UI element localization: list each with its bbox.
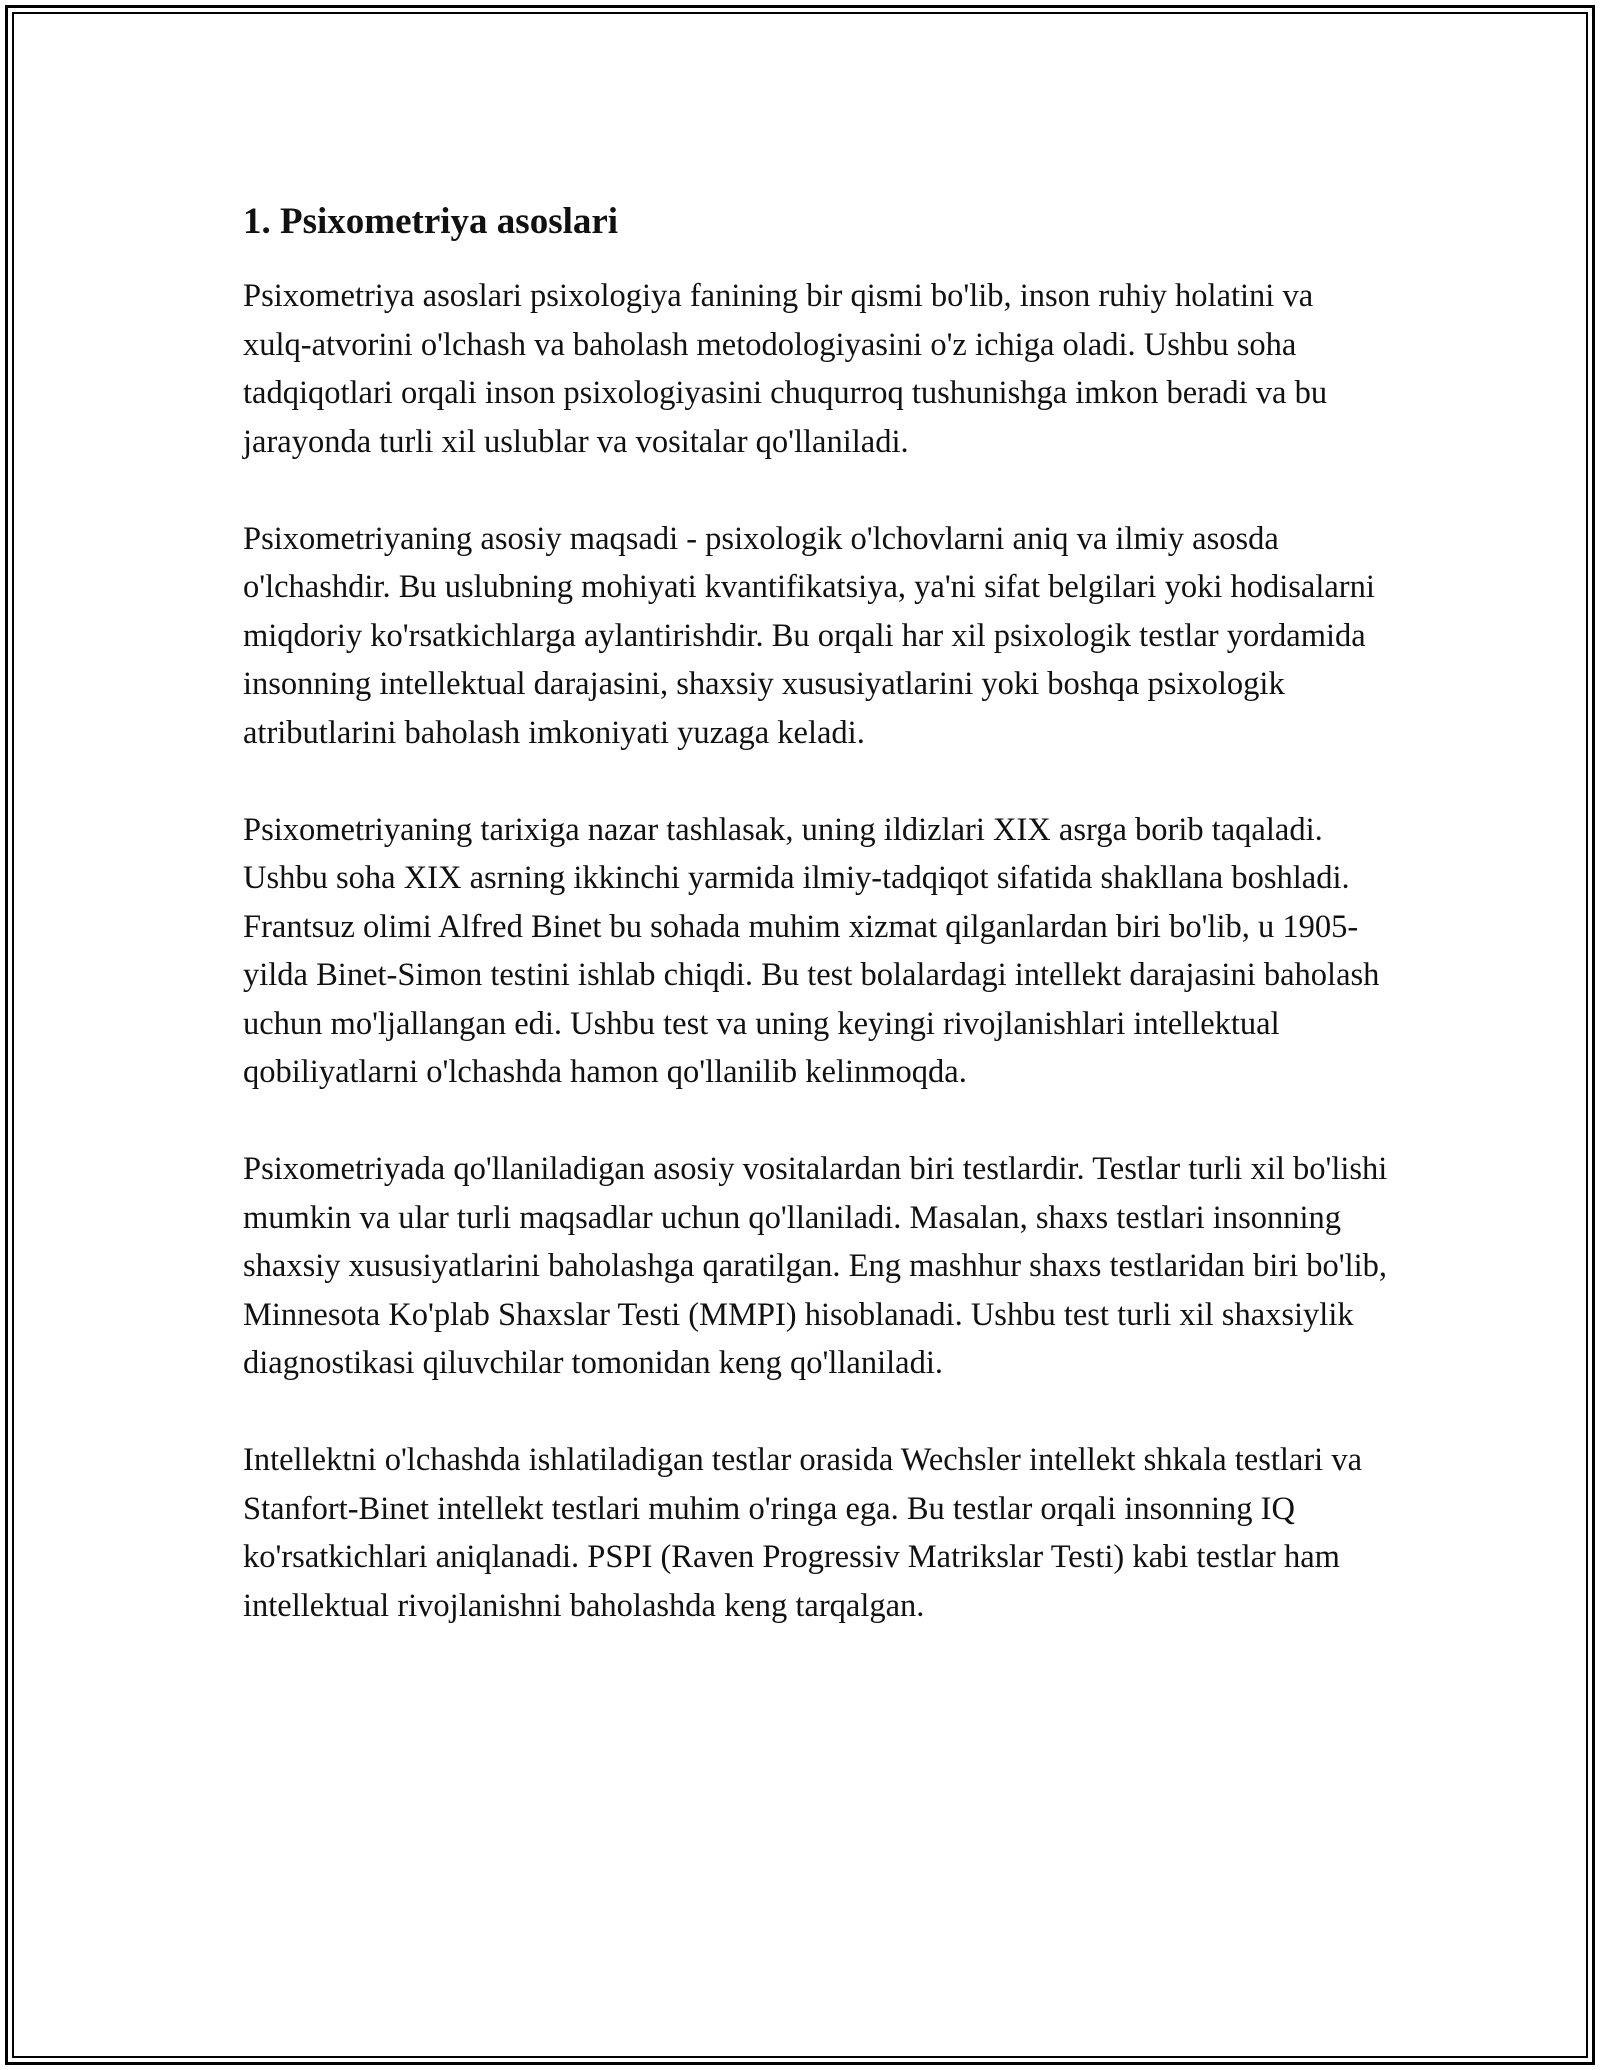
paragraph-intellect-tests: Intellektni o'lchashda ishlatiladigan testlar orasida Wechsler intellekt shkala testlari va Stanfort-Binet intellekt testlari muhim o'ringa ega. Bu testlar orqali insonning IQ ko'rsatkichlari aniqlanadi. PSPI (Raven Progressiv Matrikslar Testi) kabi testlar ham intellektual rivojlanishni baholashda keng tarqalgan.	[243, 1442, 1363, 1624]
paragraph-main-goal: Psixometriyaning asosiy maqsadi - psixologik o'lchovlarni aniq va ilmiy asosda o'lchashdir. Bu uslubning mohiyati kvantifikatsiya, ya'ni sifat belgilari yoki hodisalarni miqdoriy ko'rsatkichlarga aylantirishdir. Bu orqali har xil psixologik testlar yordamida insonning intellektual darajasini, shaxsiy xususiyatlarini yoki boshqa psixologik atributlarini baholash imkoniyati yuzaga keladi.	[243, 520, 1375, 751]
page-border	[5, 5, 1595, 2065]
document-body	[243, 198, 1388, 1679]
paragraph-history: Psixometriyaning tarixiga nazar tashlasak, uning ildizlari XIX asrga borib taqaladi. Ushbu soha XIX asrning ikkinchi yarmida ilmiy-tadqiqot sifatida shakllana boshladi. Frantsuz olimi Alfred Binet bu sohada muhim xizmat qilganlardan biri bo'lib, u 1905-yilda Binet-Simon testini ishlab chiqdi. Bu test bolalardagi intellekt darajasini baholash uchun mo'ljallangan edi. Ushbu test va uning keyingi rivojlanishlari intellektual qobiliyatlarni o'lchashda hamon qo'llanilib kelinmoqda.	[243, 811, 1380, 1090]
paragraph-intro: Psixometriya asoslari psixologiya fanining bir qismi bo'lib, inson ruhiy holatini va xulq-atvorini o'lchash va baholash metodologiyasini o'z ichiga oladi. Ushbu soha tadqiqotlari orqali inson psixologiyasini chuqurroq tushunishga imkon beradi va bu jarayonda turli xil uslublar va vositalar qo'llaniladi.	[243, 278, 1328, 460]
page-border-inner	[12, 12, 1588, 2058]
paragraph-tests: Psixometriyada qo'llaniladigan asosiy vositalardan biri testlardir. Testlar turli xil bo'lishi mumkin va ular turli maqsadlar uchun qo'llaniladi. Masalan, shaxs testlari insonning shaxsiy xususiyatlarini baholashga qaratilgan. Eng mashhur shaxs testlaridan biri bo'lib, Minnesota Ko'plab Shaxslar Testi (MMPI) hisoblanadi. Ushbu test turli xil shaxsiylik diagnostikasi qiluvchilar tomonidan keng qo'llaniladi.	[243, 1151, 1388, 1381]
section-title: 1. Psixometriya asoslari	[243, 201, 619, 242]
